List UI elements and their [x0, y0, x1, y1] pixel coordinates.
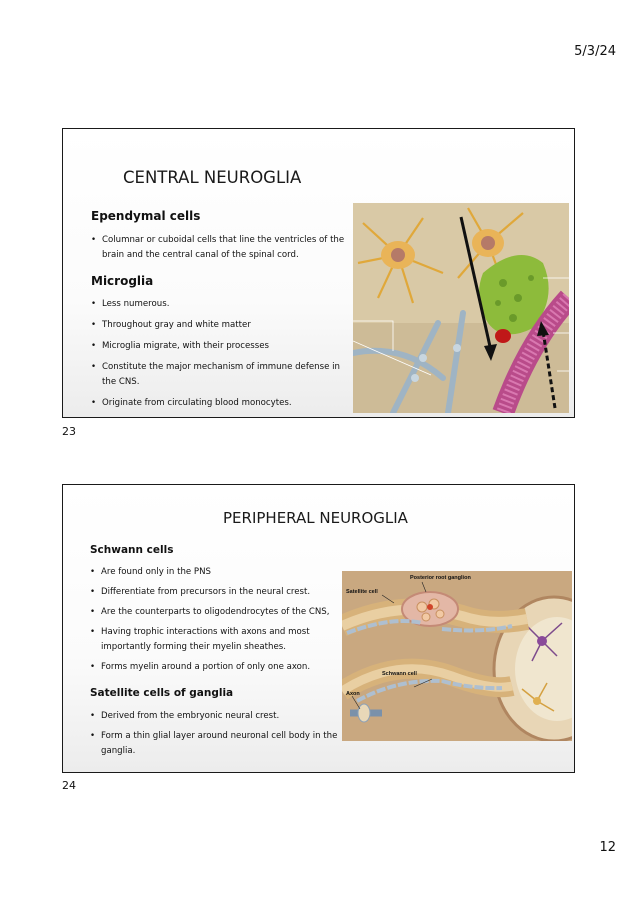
- bullet-item: • Differentiate from precursors in the neural crest.: [90, 585, 340, 600]
- bullet-item: • Originate from circulating blood monocytes.: [91, 396, 347, 411]
- ependymal-bullet-list: [91, 233, 347, 263]
- schwann-bullet-list: [90, 565, 340, 675]
- pns-illustration: [342, 571, 572, 741]
- slide-title: PERIPHERAL NEUROGLIA: [223, 509, 408, 527]
- pns-illustration-svg: [342, 571, 572, 741]
- neuroglia-illustration: [353, 203, 569, 413]
- satellite-bullet-list: [90, 709, 340, 759]
- section-heading-ependymal: Ependymal cells: [91, 209, 201, 223]
- slide-central-neuroglia: [62, 128, 575, 418]
- bullet-item: • Derived from the embryonic neural crest.: [90, 709, 340, 724]
- neuroglia-illustration-svg: [353, 203, 569, 413]
- microglia-bullet-list: [91, 297, 347, 411]
- bullet-item: • Are the counterparts to oligodendrocytes of the CNS,: [90, 605, 340, 620]
- slide-title: CENTRAL NEUROGLIA: [123, 168, 302, 187]
- bullet-item: • Constitute the major mechanism of immune defense in the CNS.: [91, 360, 347, 390]
- bullet-item: • Microglia migrate, with their processes: [91, 339, 347, 354]
- label-posterior-root-ganglion: Posterior root ganglion: [410, 575, 471, 581]
- bullet-item: • Throughout gray and white matter: [91, 318, 347, 333]
- bullet-item: • Columnar or cuboidal cells that line the ventricles of the brain and the central canal of the spinal cord.: [91, 233, 347, 263]
- label-schwann-cell: Schwann cell: [382, 671, 417, 677]
- bullet-item: • Having trophic interactions with axons and most importantly forming their myelin sheathes.: [90, 625, 340, 655]
- bullet-item: • Less numerous.: [91, 297, 347, 312]
- label-satellite-cell: Satellite cell: [346, 589, 378, 595]
- slide-number: 23: [62, 425, 76, 438]
- slide-number: 24: [62, 779, 76, 792]
- slide-peripheral-neuroglia: [62, 484, 575, 773]
- bullet-item: • Are found only in the PNS: [90, 565, 340, 580]
- section-heading-microglia: Microglia: [91, 274, 154, 288]
- section-heading-satellite: Satellite cells of ganglia: [90, 687, 234, 699]
- bullet-item: • Forms myelin around a portion of only one axon.: [90, 660, 340, 675]
- bullet-item: • Form a thin glial layer around neuronal cell body in the ganglia.: [90, 729, 340, 759]
- section-heading-schwann: Schwann cells: [90, 544, 174, 556]
- page-date: 5/3/24: [574, 44, 616, 59]
- label-axon: Axon: [346, 691, 360, 697]
- page-number: 12: [599, 840, 616, 855]
